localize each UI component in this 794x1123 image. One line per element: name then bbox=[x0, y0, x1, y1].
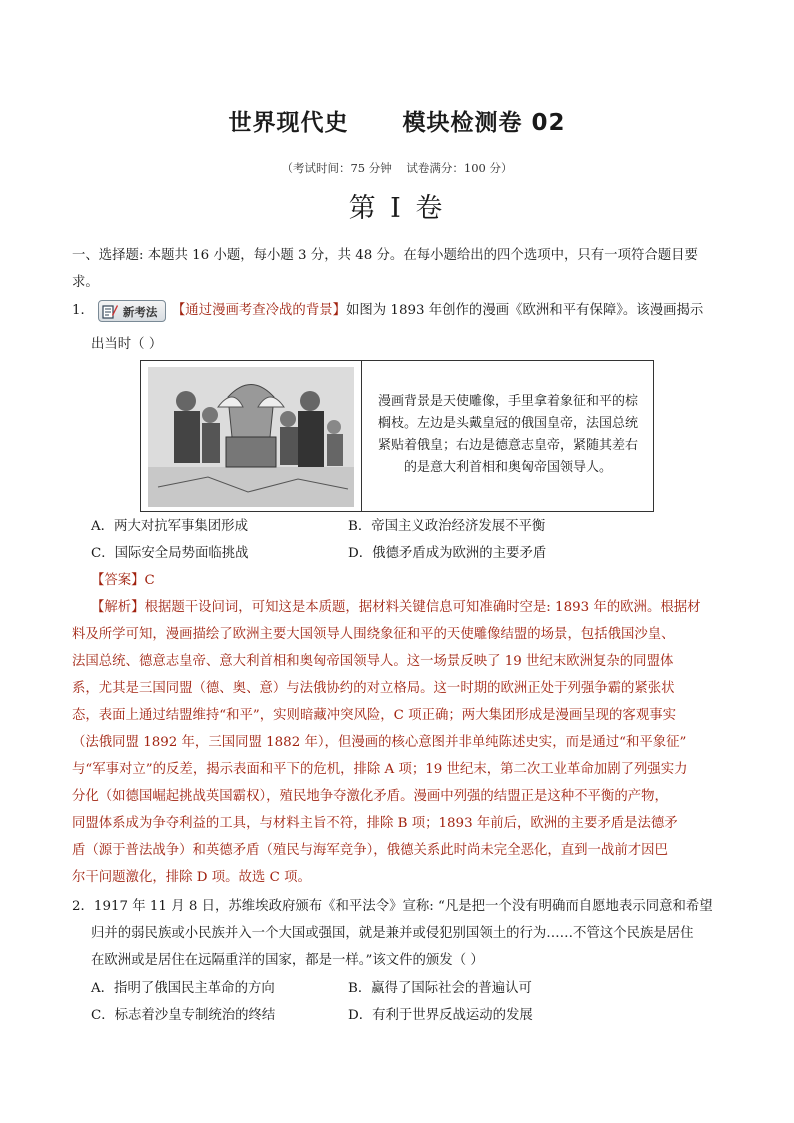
question-text: 如图为 1893 年创作的漫画《欧洲和平有保障》。该漫画揭示 bbox=[346, 303, 704, 318]
analysis-line: 同盟体系成为争夺利益的工具，与材料主旨不符，排除 B 项；1893 年前后，欧洲的主要矛盾是法德矛 bbox=[72, 816, 678, 831]
analysis-text: 根据题干设问词，可知这是本质题，据材料关键信息可知准确时空是: 1893 年的欧洲。根据材 bbox=[144, 600, 701, 615]
option-c: C．国际安全局势面临挑战 bbox=[91, 546, 249, 561]
book-pen-icon bbox=[102, 303, 118, 319]
analysis-line: 法国总统、德意志皇帝、意大利首相和奥匈帝国领导人。这一场景反映了 19 世纪末欧洲复杂的同盟体 bbox=[72, 654, 674, 669]
caption-line: 漫画背景是天使雕像，手里拿着象征和平的棕 bbox=[377, 394, 638, 409]
question-2-stem-cont: 归并的弱民族或小民族并入一个大国或强国，就是兼并或侵犯别国领土的行为……不管这个民族是居住 bbox=[91, 926, 694, 941]
analysis-line: 系，尤其是三国同盟（德、奥、意）与法俄协约的对立格局。这一时期的欧洲正处于列强争霸的紧张状 bbox=[72, 681, 675, 696]
analysis-line: 盾（源于普法战争）和英德矛盾（殖民与海军竞争），俄德关系此时尚未完全恶化，直到一战前才因巴 bbox=[72, 843, 668, 858]
analysis-line: 尔干问题激化，排除 D 项。故选 C 项。 bbox=[72, 870, 311, 885]
option-d: D．有利于世界反战运动的发展 bbox=[348, 1008, 533, 1023]
figure-caption bbox=[367, 391, 649, 479]
analysis-line: 态，表面上通过结盟维持“和平”，实则暗藏冲突风险，C 项正确；两大集团形成是漫画呈现的客观事实 bbox=[72, 708, 676, 723]
question-1-stem bbox=[72, 299, 703, 322]
analysis-line: 料及所学可知，漫画描绘了欧洲主要大国领导人围绕象征和平的天使雕像结盟的场景，包括俄国沙皇、 bbox=[72, 627, 675, 642]
section-instructions: 一、选择题: 本题共 16 小题，每小题 3 分，共 48 分。在每小题给出的四个选项中，只有一项符合题目要 bbox=[72, 248, 698, 263]
caption-line: 紧贴着俄皇；右边是德意志皇帝，紧随其差右 bbox=[377, 438, 638, 453]
cartoon-image bbox=[148, 367, 354, 507]
analysis-line bbox=[91, 596, 701, 615]
analysis-line: 与“军事对立”的反差，揭示表面和平下的危机，排除 A 项；19 世纪末，第二次工业革命加剧了列强实力 bbox=[72, 762, 688, 777]
analysis-line: 分化（如德国崛起挑战英国霸权），殖民地争夺激化矛盾。漫画中列强的结盟正是这种不平衡的产物， bbox=[72, 789, 668, 804]
new-method-badge bbox=[98, 300, 166, 322]
option-a: A．指明了俄国民主革命的方向 bbox=[91, 981, 275, 996]
option-d: D．俄德矛盾成为欧洲的主要矛盾 bbox=[348, 546, 547, 561]
figure-divider bbox=[361, 361, 362, 511]
volume-heading: 第 I 卷 bbox=[348, 193, 446, 224]
question-text: 1917 年 11 月 8 日，苏维埃政府颁布《和平法令》宣称: “凡是把一个没有明确而自愿地表示同意和希望 bbox=[93, 899, 713, 914]
option-b: B．赢得了国际社会的普遍认可 bbox=[348, 981, 532, 996]
figure-table bbox=[140, 360, 654, 512]
option-b: B．帝国主义政治经济发展不平衡 bbox=[348, 519, 546, 534]
caption-line: 的是意大利首相和奥匈帝国领导人。 bbox=[403, 460, 612, 475]
question-topic: 【通过漫画考查冷战的背景】 bbox=[171, 303, 346, 318]
caption-line: 榈枝。左边是头戴皇冠的俄国皇帝，法国总统 bbox=[377, 416, 638, 431]
question-number: 2． bbox=[72, 899, 94, 914]
section-instructions-cont: 求。 bbox=[72, 275, 99, 290]
question-2-stem-cont: 在欧洲或是居住在远隔重洋的国家，都是一样。”该文件的颁发（ ） bbox=[91, 953, 484, 968]
badge-label: 新考法 bbox=[122, 304, 158, 319]
analysis-label: 【解析】 bbox=[91, 600, 145, 615]
page-title: 世界现代史 模块检测卷 02 bbox=[228, 110, 566, 136]
option-c: C．标志着沙皇专制统治的终结 bbox=[91, 1008, 276, 1023]
question-number: 1． bbox=[72, 303, 94, 318]
answer-label: 【答案】C bbox=[91, 573, 155, 588]
exam-info: （考试时间：75 分钟 试卷满分：100 分） bbox=[281, 161, 513, 175]
analysis-line: （法俄同盟 1892 年，三国同盟 1882 年），但漫画的核心意图并非单纯陈述史实，而是通过“和平象征” bbox=[72, 735, 687, 750]
option-a: A．两大对抗军事集团形成 bbox=[91, 519, 248, 534]
question-2-stem bbox=[72, 895, 713, 914]
question-1-stem-cont: 出当时（ ） bbox=[91, 337, 163, 352]
